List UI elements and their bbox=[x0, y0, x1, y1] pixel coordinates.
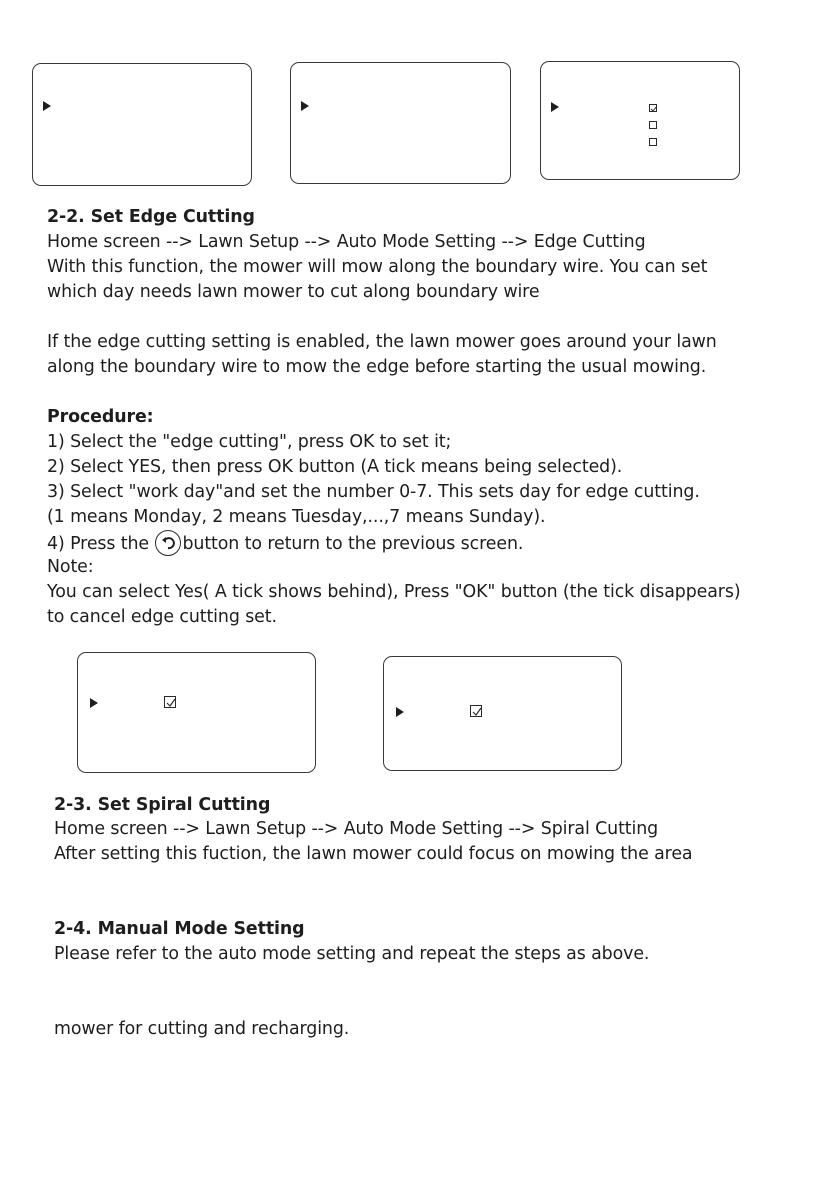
lcd-screen-1 bbox=[32, 63, 252, 186]
pointer-icon bbox=[301, 101, 309, 111]
pointer-icon bbox=[551, 102, 559, 112]
paragraph-line: With this function, the mower will mow along the boundary wire. You can set bbox=[47, 257, 708, 277]
paragraph-line: If the edge cutting setting is enabled, the lawn mower goes around your lawn bbox=[47, 332, 717, 352]
paragraph-line: which day needs lawn mower to cut along boundary wire bbox=[47, 282, 540, 302]
checkbox-checked-icon bbox=[164, 696, 176, 708]
pointer-icon bbox=[90, 698, 98, 708]
section-title-spiral-cutting: 2-3. Set Spiral Cutting bbox=[54, 795, 271, 815]
procedure-step: 1) Select the "edge cutting", press OK to set it; bbox=[47, 432, 452, 452]
return-button-icon bbox=[155, 530, 181, 556]
note-line: You can select Yes( A tick shows behind), Press "OK" button (the tick disappears) bbox=[47, 582, 741, 602]
checkbox-checked-icon bbox=[470, 705, 482, 717]
paragraph-line: mower for cutting and recharging. bbox=[54, 1019, 350, 1039]
checkbox-empty-icon bbox=[649, 121, 657, 129]
pointer-icon bbox=[396, 707, 404, 717]
paragraph-line: along the boundary wire to mow the edge before starting the usual mowing. bbox=[47, 357, 707, 377]
note-line: to cancel edge cutting set. bbox=[47, 607, 277, 627]
lcd-screen-3 bbox=[540, 61, 740, 180]
procedure-heading: Procedure: bbox=[47, 407, 154, 427]
note-label: Note: bbox=[47, 557, 94, 577]
step4-text-before: 4) Press the bbox=[47, 534, 150, 554]
checkbox-checked-icon bbox=[649, 104, 657, 112]
procedure-step: (1 means Monday, 2 means Tuesday,...,7 means Sunday). bbox=[47, 507, 546, 527]
step4-text-after: button to return to the previous screen. bbox=[182, 534, 524, 554]
paragraph-line: Please refer to the auto mode setting and repeat the steps as above. bbox=[54, 944, 650, 964]
procedure-step: 2) Select YES, then press OK button (A tick means being selected). bbox=[47, 457, 623, 477]
procedure-step bbox=[47, 530, 523, 557]
lcd-screen-2 bbox=[290, 62, 511, 184]
checkbox-empty-icon bbox=[649, 138, 657, 146]
pointer-icon bbox=[43, 101, 51, 111]
lcd-screen-4 bbox=[77, 652, 316, 773]
paragraph-line: After setting this fuction, the lawn mower could focus on mowing the area bbox=[54, 844, 693, 864]
section-title-manual-mode: 2-4. Manual Mode Setting bbox=[54, 919, 305, 939]
lcd-screen-5 bbox=[383, 656, 622, 771]
procedure-step: 3) Select "work day"and set the number 0-7. This sets day for edge cutting. bbox=[47, 482, 700, 502]
section-title-edge-cutting: 2-2. Set Edge Cutting bbox=[47, 207, 255, 227]
menu-path: Home screen --> Lawn Setup --> Auto Mode Setting --> Edge Cutting bbox=[47, 232, 646, 252]
menu-path: Home screen --> Lawn Setup --> Auto Mode Setting --> Spiral Cutting bbox=[54, 819, 659, 839]
